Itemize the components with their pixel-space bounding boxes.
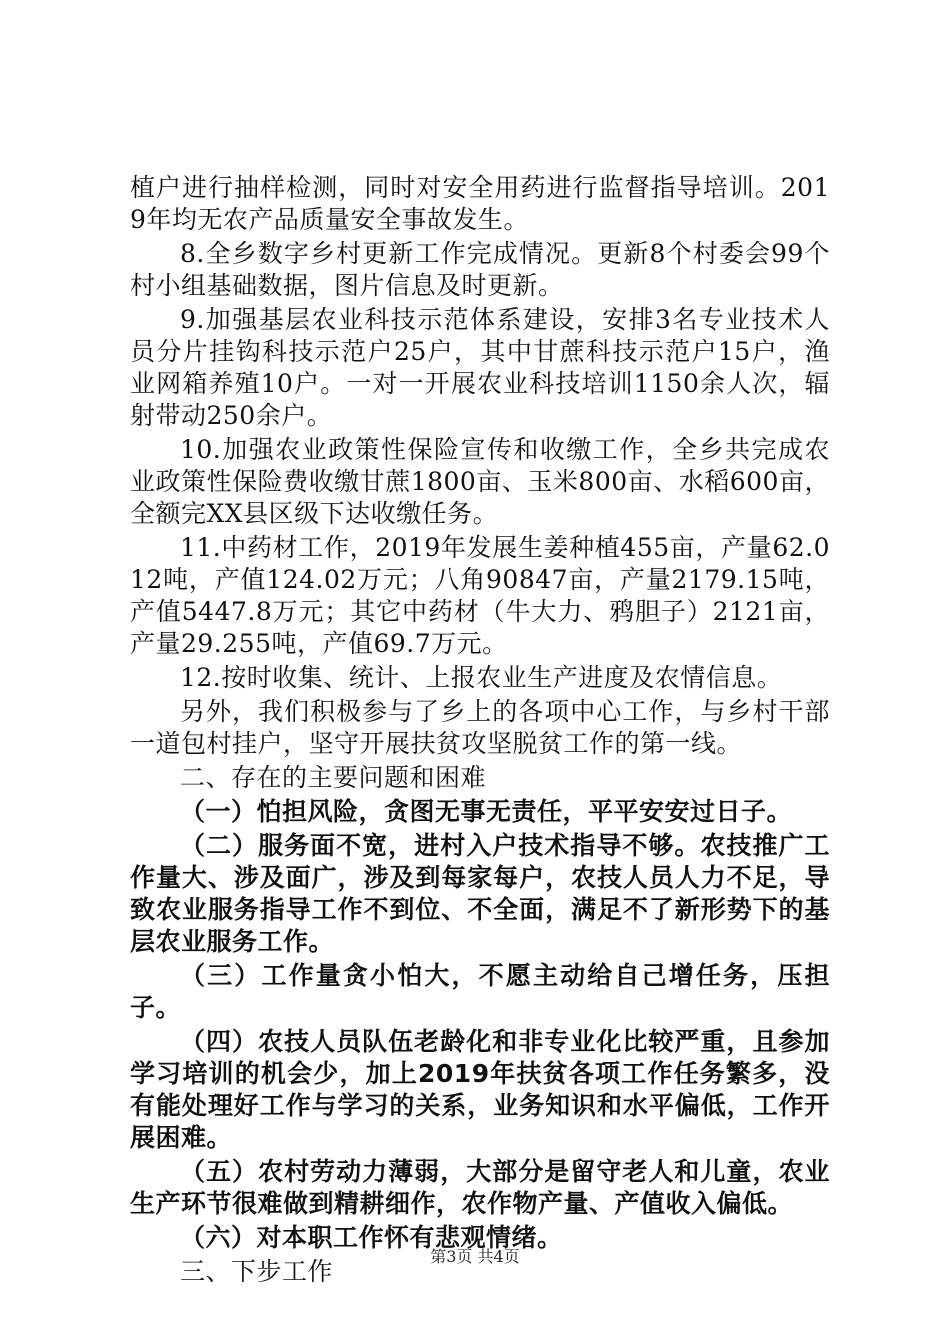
paragraph-item-8: 8.全乡数字乡村更新工作完成情况。更新8个村委会99个村小组基础数据，图片信息及时更新。 <box>130 239 830 300</box>
paragraph-item-12: 12.按时收集、统计、上报农业生产进度及农情信息。 <box>180 663 783 692</box>
paragraph-item-9: 9.加强基层农业科技示范体系建设，安排3名专业技术人员分片挂钩科技示范户25户，其中甘蔗科技示范户15户，渔业网箱养殖10户。一对一开展农业科技培训1150余人次，辐射带动250余户。 <box>130 305 830 430</box>
page-number: 第3页 共4页 <box>430 1247 520 1266</box>
paragraph-additional: 另外，我们积极参与了乡上的各项中心工作，与乡村干部一道包村挂户，坚守开展扶贫攻坚脱贫工作的第一线。 <box>130 697 830 758</box>
section-heading-problems: 二、存在的主要问题和困难 <box>180 763 487 792</box>
paragraph-item-11: 11.中药材工作，2019年发展生姜种植455亩，产量62.012吨，产值124.02万元；八角90847亩，产量2179.15吨，产值5447.8万元；其它中药材（牛大力、鸦胆子）2121亩，产量29.255吨，产值69.7万元。 <box>130 533 830 658</box>
paragraph-item-10: 10.加强农业政策性保险宣传和收缴工作，全乡共完成农业政策性保险费收缴甘蔗1800亩、玉米800亩、水稻600亩，全额完XX县区级下达收缴任务。 <box>130 435 830 528</box>
problem-item-2: （二）服务面不宽，进村入户技术指导不够。农技推广工作量大、涉及面广，涉及到每家每户，农技人员人力不足，导致农业服务指导工作不到位、不全面，满足不了新形势下的基层农业服务工作。 <box>130 831 830 956</box>
page-footer <box>0 1244 950 1267</box>
section-heading-next-steps: 三、下步工作 <box>180 1257 334 1286</box>
problem-item-1: （一）怕担风险，贪图无事无责任，平平安安过日子。 <box>180 797 793 826</box>
problem-item-4: （四）农技人员队伍老龄化和非专业化比较严重，且参加学习培训的机会少，加上2019年扶贫各项工作任务繁多，没有能处理好工作与学习的关系，业务知识和水平偏低，工作开展困难。 <box>130 1027 830 1152</box>
problem-item-6: （六）对本职工作怀有悲观情绪。 <box>180 1223 563 1252</box>
problem-item-5: （五）农村劳动力薄弱，大部分是留守老人和儿童，农业生产环节很难做到精耕细作，农作物产量、产值收入偏低。 <box>130 1157 830 1218</box>
document-body <box>130 172 830 1290</box>
paragraph-continued: 植户进行抽样检测，同时对安全用药进行监督指导培训。2019年均无农产品质量安全事故发生。 <box>130 173 830 234</box>
problem-item-3: （三）工作量贪小怕大，不愿主动给自己增任务，压担子。 <box>130 961 830 1022</box>
